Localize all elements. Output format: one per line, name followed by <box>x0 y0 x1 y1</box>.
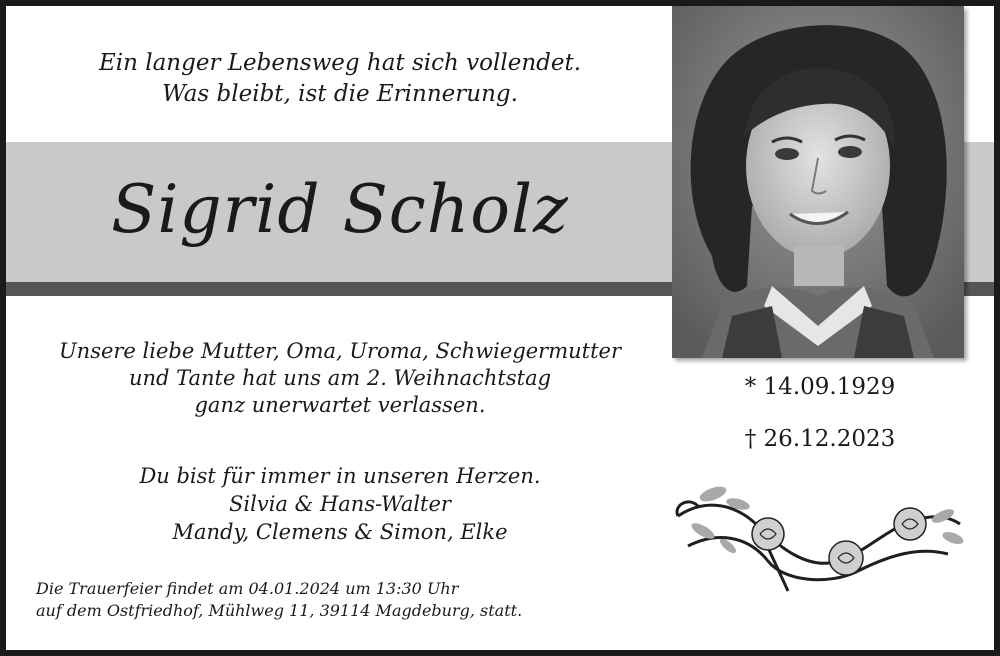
rose-ornament <box>668 476 968 606</box>
closing <box>40 462 640 546</box>
motto-line: Was bleibt, ist die Erinnerung. <box>162 81 518 107</box>
birth-date-row <box>680 372 960 402</box>
deceased-name: Sigrid Scholz <box>111 171 569 248</box>
message-line: und Tante hat uns am 2. Weihnachtstag <box>128 366 552 390</box>
closing-line: Du bist für immer in unseren Herzen. <box>139 464 541 488</box>
death-date-row <box>680 424 960 454</box>
closing-line: Silvia & Hans-Walter <box>229 492 451 516</box>
birth-date: 14.09.1929 <box>763 374 896 400</box>
death-date: 26.12.2023 <box>763 426 896 452</box>
message <box>40 338 640 419</box>
portrait-photo <box>672 6 964 358</box>
life-dates <box>680 372 960 454</box>
closing-line: Mandy, Clemens & Simon, Elke <box>172 520 508 544</box>
motto-line: Ein langer Lebensweg hat sich vollendet. <box>98 50 582 76</box>
cross-icon: † <box>744 426 757 452</box>
funeral-info <box>36 578 596 622</box>
funeral-info-line: auf dem Ostfriedhof, Mühlweg 11, 39114 Magdeburg, statt. <box>36 601 523 620</box>
funeral-info-line: Die Trauerfeier findet am 04.01.2024 um 13:30 Uhr <box>36 579 459 598</box>
message-line: ganz unerwartet verlassen. <box>194 393 486 417</box>
message-line: Unsere liebe Mutter, Oma, Uroma, Schwiegermutter <box>58 339 622 363</box>
motto <box>60 48 620 110</box>
star-icon: * <box>744 374 757 400</box>
